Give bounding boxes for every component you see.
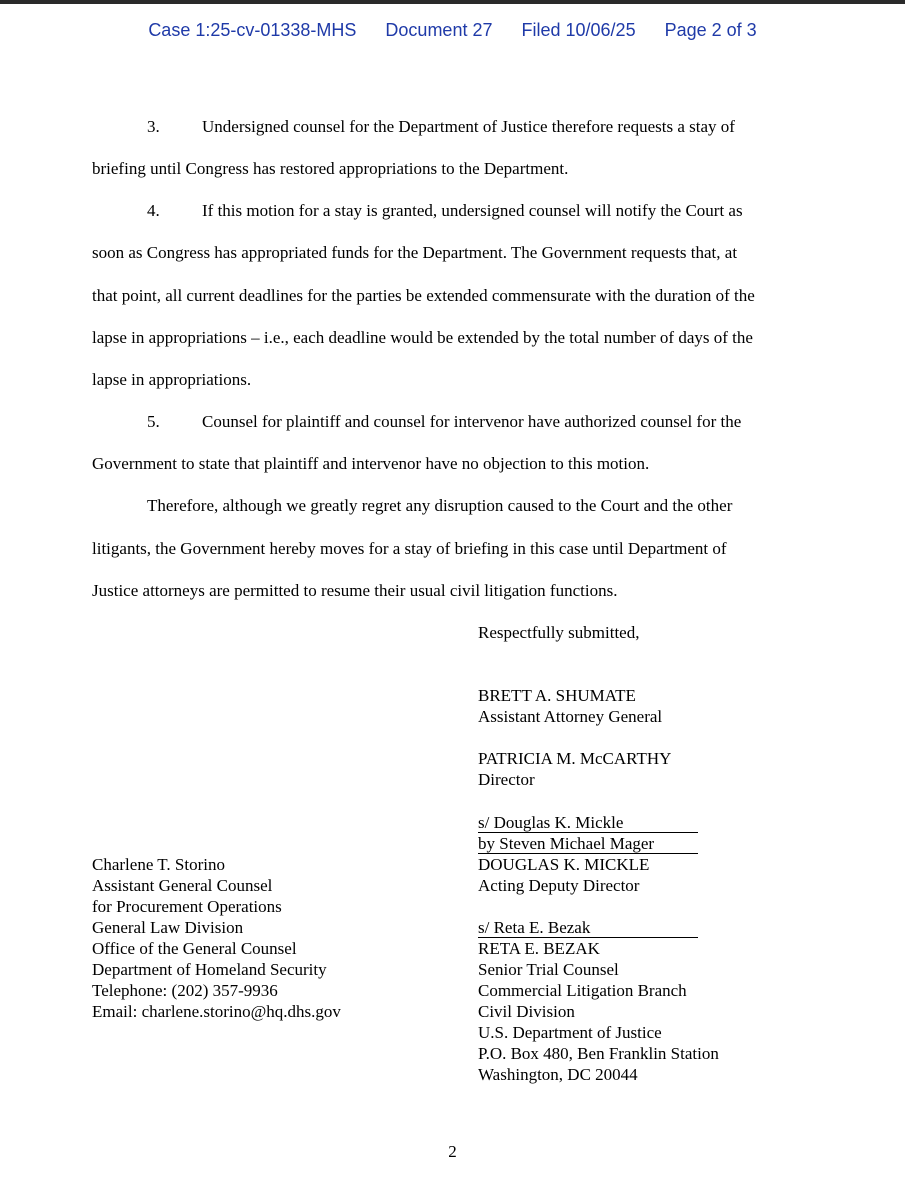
page-count: Page 2 of 3 bbox=[664, 20, 757, 40]
counsel-division: General Law Division bbox=[92, 918, 244, 937]
dhs-counsel-block bbox=[92, 854, 341, 1022]
signer-branch: Commercial Litigation Branch bbox=[478, 981, 687, 1000]
signer-city: Washington, DC 20044 bbox=[478, 1065, 638, 1084]
counsel-telephone: Telephone: (202) 357-9936 bbox=[92, 981, 278, 1000]
paragraph-4-line: lapse in appropriations – i.e., each deadline would be extended by the total number of days of the bbox=[92, 328, 753, 347]
signature-bezak bbox=[478, 917, 719, 1085]
counsel-office: Office of the General Counsel bbox=[92, 939, 297, 958]
paragraph-4-number: 4. bbox=[147, 201, 160, 220]
signer-title: Acting Deputy Director bbox=[478, 876, 640, 895]
counsel-email: Email: charlene.storino@hq.dhs.gov bbox=[92, 1002, 341, 1021]
page-number: 2 bbox=[448, 1142, 457, 1161]
signer-title: Director bbox=[478, 770, 535, 789]
paragraph-3-line: briefing until Congress has restored appropriations to the Department. bbox=[92, 159, 569, 178]
paragraph-4-line: lapse in appropriations. bbox=[92, 370, 252, 389]
signed-by: by Steven Michael Mager bbox=[478, 834, 698, 854]
signer-name: RETA E. BEZAK bbox=[478, 939, 600, 958]
signer-title: Senior Trial Counsel bbox=[478, 960, 619, 979]
counsel-title-2: for Procurement Operations bbox=[92, 897, 282, 916]
electronic-signature: s/ Douglas K. Mickle bbox=[478, 813, 698, 833]
conclusion-line: Justice attorneys are permitted to resume their usual civil litigation functions. bbox=[92, 581, 618, 600]
signature-mickle bbox=[478, 812, 698, 896]
filed-date: Filed 10/06/25 bbox=[521, 20, 636, 40]
signature-shumate bbox=[478, 685, 662, 727]
signer-division: Civil Division bbox=[478, 1002, 575, 1021]
paragraph-4-line: that point, all current deadlines for the parties be extended commensurate with the duration of the bbox=[92, 286, 755, 305]
paragraph-5-line: Counsel for plaintiff and counsel for intervenor have authorized counsel for the bbox=[202, 412, 742, 431]
counsel-department: Department of Homeland Security bbox=[92, 960, 327, 979]
signer-department: U.S. Department of Justice bbox=[478, 1023, 662, 1042]
paragraph-3-number: 3. bbox=[147, 117, 160, 136]
electronic-signature: s/ Reta E. Bezak bbox=[478, 918, 698, 938]
signer-po-box: P.O. Box 480, Ben Franklin Station bbox=[478, 1044, 719, 1063]
signer-title: Assistant Attorney General bbox=[478, 707, 663, 726]
paragraph-4-line: If this motion for a stay is granted, undersigned counsel will notify the Court as bbox=[202, 201, 743, 220]
signer-name: BRETT A. SHUMATE bbox=[478, 686, 636, 705]
case-number: Case 1:25-cv-01338-MHS bbox=[148, 20, 357, 40]
document-number: Document 27 bbox=[385, 20, 493, 40]
conclusion-line: litigants, the Government hereby moves for a stay of briefing in this case until Department of bbox=[92, 539, 727, 558]
page-top-edge bbox=[0, 0, 905, 4]
closing-phrase: Respectfully submitted, bbox=[478, 623, 640, 642]
paragraph-3-line: Undersigned counsel for the Department of Justice therefore requests a stay of bbox=[202, 117, 735, 136]
counsel-name: Charlene T. Storino bbox=[92, 855, 225, 874]
counsel-title: Assistant General Counsel bbox=[92, 876, 273, 895]
paragraph-4-line: soon as Congress has appropriated funds for the Department. The Government requests that, at bbox=[92, 243, 738, 262]
signature-mccarthy bbox=[478, 748, 671, 790]
signer-name: DOUGLAS K. MICKLE bbox=[478, 855, 650, 874]
ecf-header bbox=[0, 20, 905, 41]
signer-name: PATRICIA M. McCARTHY bbox=[478, 749, 672, 768]
paragraph-5-number: 5. bbox=[147, 412, 160, 431]
paragraph-5-line: Government to state that plaintiff and intervenor have no objection to this motion. bbox=[92, 454, 650, 473]
conclusion-line: Therefore, although we greatly regret any disruption caused to the Court and the other bbox=[147, 496, 733, 515]
